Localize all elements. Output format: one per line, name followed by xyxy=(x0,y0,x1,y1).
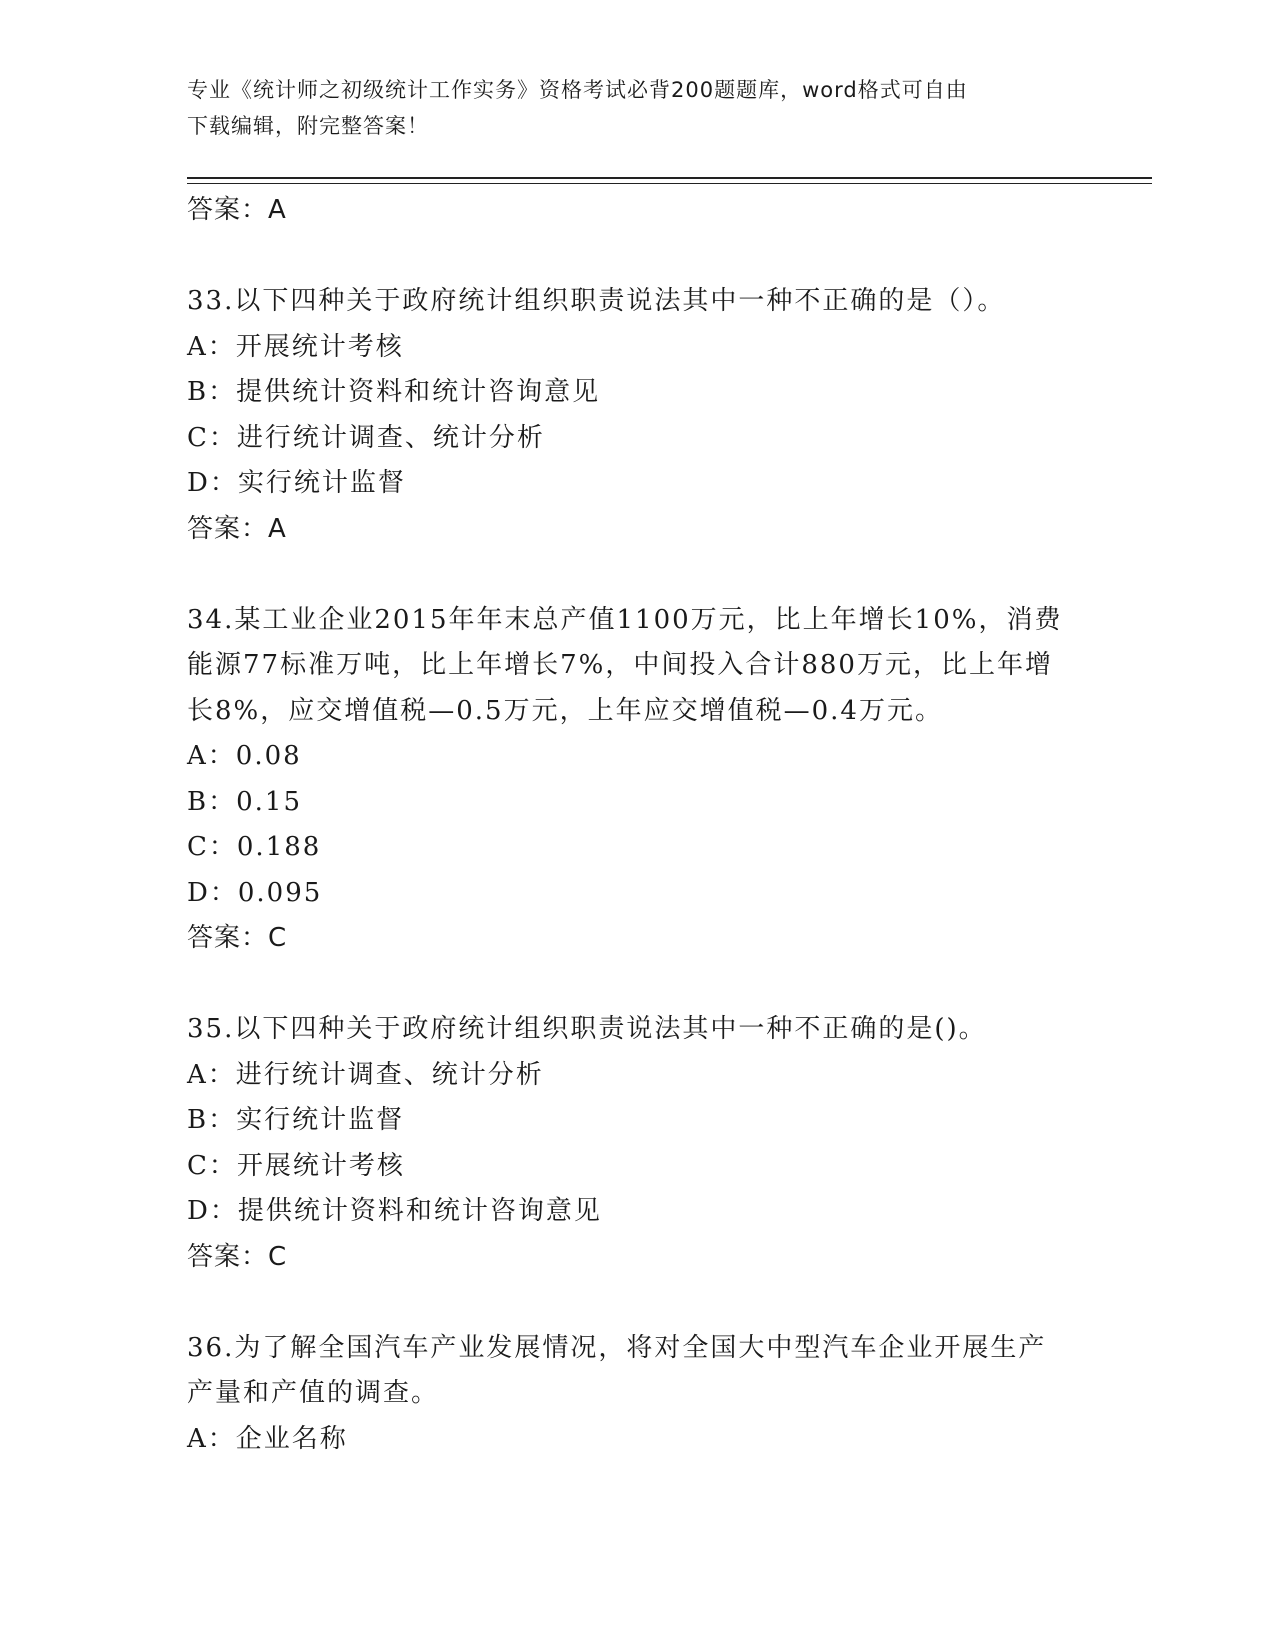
option-c: C：0.188 xyxy=(187,832,322,862)
question-33 xyxy=(187,279,1087,552)
previous-answer: 答案：A xyxy=(187,195,287,225)
option-a: A：0.08 xyxy=(187,741,302,771)
question-stem-line-2: 能源77标准万吨，比上年增长7%，中间投入合计880万元，比上年增 xyxy=(187,650,1053,680)
question-stem: 35.以下四种关于政府统计组织职责说法其中一种不正确的是()。 xyxy=(187,1014,987,1044)
question-36 xyxy=(187,1326,1087,1463)
question-stem-line-3: 长8%，应交增值税—0.5万元，上年应交增值税—0.4万元。 xyxy=(187,695,943,726)
header-divider-thin xyxy=(187,183,1152,184)
option-d: D：0.095 xyxy=(187,877,323,908)
spacer xyxy=(187,234,1087,280)
question-stem: 33.以下四种关于政府统计组织职责说法其中一种不正确的是（）。 xyxy=(187,286,1006,316)
option-a: A：开展统计考核 xyxy=(187,331,404,362)
option-b: B：0.15 xyxy=(187,786,302,817)
header-divider-thick xyxy=(187,177,1152,179)
option-d: D：提供统计资料和统计咨询意见 xyxy=(187,1196,602,1226)
option-b: B：提供统计资料和统计咨询意见 xyxy=(187,377,601,407)
spacer xyxy=(187,1280,1087,1326)
spacer xyxy=(187,962,1087,1008)
question-stem-line-1: 34.某工业企业2015年年末总产值1100万元，比上年增长10%，消费 xyxy=(187,604,1063,635)
question-stem-line-2: 产量和产值的调查。 xyxy=(187,1378,440,1408)
option-c: C：进行统计调查、统计分析 xyxy=(187,422,545,453)
answer: 答案：A xyxy=(187,513,287,544)
question-stem-line-1: 36.为了解全国汽车产业发展情况，将对全国大中型汽车企业开展生产 xyxy=(187,1332,1047,1363)
question-35 xyxy=(187,1007,1087,1280)
answer: 答案：C xyxy=(187,923,288,953)
document-header xyxy=(187,72,1087,144)
option-b: B：实行统计监督 xyxy=(187,1105,405,1135)
question-list xyxy=(187,188,1087,1462)
header-line-1: 专业《统计师之初级统计工作实务》资格考试必背200题题库，word格式可自由 xyxy=(187,78,968,102)
header-line-2: 下载编辑，附完整答案！ xyxy=(187,114,429,138)
option-d: D：实行统计监督 xyxy=(187,468,406,498)
option-a: A：进行统计调查、统计分析 xyxy=(187,1059,544,1090)
answer: 答案：C xyxy=(187,1241,288,1272)
spacer xyxy=(187,552,1087,598)
option-a: A：企业名称 xyxy=(187,1423,348,1454)
option-c: C：开展统计考核 xyxy=(187,1150,405,1181)
question-34 xyxy=(187,598,1087,962)
